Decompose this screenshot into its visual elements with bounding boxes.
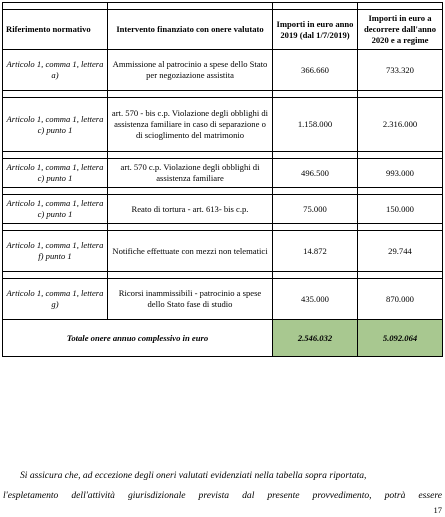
- total-row: [3, 320, 443, 357]
- row-ref: Articolo 1, comma 1, lettera c) punto 1: [3, 195, 108, 224]
- note-line-2: l'espletamento dell'attività giurisdizionale prevista dal presente provvedimento, potrà essere: [3, 490, 442, 501]
- spacer-row: [3, 188, 443, 195]
- row-ref: Articolo 1, comma 1, lettera g): [3, 279, 108, 320]
- spacer-row: [3, 3, 443, 10]
- row-ref: Articolo 1, comma 1, lettera c) punto 1: [3, 159, 108, 188]
- row-amount-2019: 1.158.000: [273, 98, 358, 152]
- row-amount-2019: 435.000: [273, 279, 358, 320]
- row-amount-2020: 993.000: [358, 159, 443, 188]
- row-amount-2019: 14.872: [273, 231, 358, 272]
- total-amount-2019: 2.546.032: [273, 320, 358, 357]
- total-label: Totale onere annuo complessivo in euro: [3, 320, 273, 357]
- row-amount-2020: 733.320: [358, 50, 443, 91]
- header-intervento: Intervento finanziato con onere valutato: [108, 10, 273, 50]
- spacer-row: [3, 224, 443, 231]
- spacer-row: [3, 152, 443, 159]
- header-importi-2019: Importi in euro anno 2019 (dal 1/7/2019): [273, 10, 358, 50]
- row-desc: art. 570 - bis c.p. Violazione degli obblighi di assistenza familiare in caso di separazione o di scioglimento del matrimonio: [108, 98, 273, 152]
- financial-table: [2, 2, 443, 357]
- note-line-1: Si assicura che, ad eccezione degli oneri valutati evidenziati nella tabella sopra riportata,: [20, 470, 367, 481]
- table-row: [3, 98, 443, 152]
- header-importi-2020: Importi in euro a decorrere dall'anno 2020 e a regime: [358, 10, 443, 50]
- row-ref: Articolo 1, comma 1, lettera a): [3, 50, 108, 91]
- row-amount-2020: 150.000: [358, 195, 443, 224]
- row-desc: Ricorsi inammissibili - patrocinio a spese dello Stato fase di studio: [108, 279, 273, 320]
- row-amount-2020: 29.744: [358, 231, 443, 272]
- spacer-row: [3, 272, 443, 279]
- table-row: [3, 50, 443, 91]
- total-amount-2020: 5.092.064: [358, 320, 443, 357]
- row-ref: Articolo 1, comma 1, lettera c) punto 1: [3, 98, 108, 152]
- row-desc: Reato di tortura - art. 613- bis c.p.: [108, 195, 273, 224]
- row-amount-2019: 366.660: [273, 50, 358, 91]
- table-row: [3, 231, 443, 272]
- row-amount-2019: 496.500: [273, 159, 358, 188]
- row-amount-2019: 75.000: [273, 195, 358, 224]
- row-desc: art. 570 c.p. Violazione degli obblighi di assistenza familiare: [108, 159, 273, 188]
- table-row: [3, 159, 443, 188]
- header-row: [3, 10, 443, 50]
- table-row: [3, 195, 443, 224]
- table-row: [3, 279, 443, 320]
- row-desc: Ammissione al patrocinio a spese dello Stato per negoziazione assistita: [108, 50, 273, 91]
- page-number: 17: [433, 505, 442, 515]
- row-amount-2020: 870.000: [358, 279, 443, 320]
- header-riferimento: Riferimento normativo: [3, 10, 108, 50]
- spacer-row: [3, 91, 443, 98]
- row-desc: Notifiche effettuate con mezzi non telematici: [108, 231, 273, 272]
- row-ref: Articolo 1, comma 1, lettera f) punto 1: [3, 231, 108, 272]
- row-amount-2020: 2.316.000: [358, 98, 443, 152]
